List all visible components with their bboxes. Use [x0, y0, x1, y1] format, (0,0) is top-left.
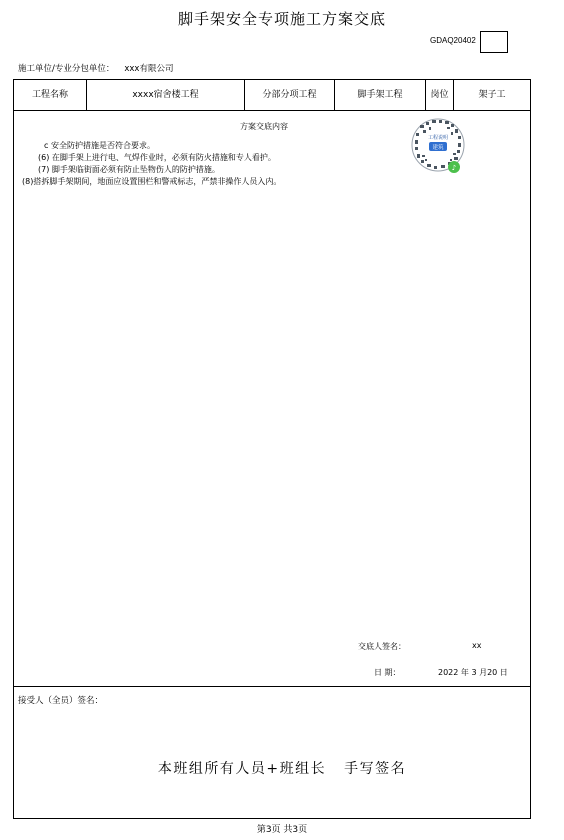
document-code: GDAQ20402	[430, 36, 476, 45]
project-label: 工程名称	[14, 80, 87, 110]
document-title: 脚手架安全专项施工方案交底	[177, 10, 386, 28]
unit-label: 施工单位/专业分包单位：	[18, 64, 115, 74]
handwritten-note-part2: 手写签名	[344, 761, 407, 777]
date-value: 2022 年 3 月20 日	[438, 668, 508, 677]
page-number: 第3页 共3页	[256, 825, 308, 835]
sub-project-label: 分部分项工程	[245, 80, 335, 110]
qr-top-text: 工程说明	[427, 135, 449, 141]
code-box	[480, 31, 508, 53]
content-line-3: (7) 脚手架临街面必须有防止坠物伤人的防护措施。	[38, 165, 220, 174]
disclosure-table	[13, 79, 531, 819]
date-label: 日 期：	[374, 668, 401, 677]
handwritten-note	[0, 758, 564, 778]
handwritten-note-part1: 本班组所有人员+班组长	[157, 761, 327, 777]
receiver-label: 接受人（全员）签名：	[18, 696, 104, 706]
qr-code-icon	[410, 115, 466, 181]
post-value: 架子工	[478, 90, 506, 100]
discloser-label: 交底人签名：	[358, 642, 406, 651]
content-title: 方案交底内容	[240, 122, 288, 131]
qr-mid-text: 建筑	[432, 145, 444, 151]
project-value: xxxx宿舍楼工程	[87, 80, 245, 110]
content-line-2: (6) 在脚手架上进行电、气焊作业时，必须有防火措施和专人看护。	[38, 153, 276, 162]
post-label: 岗位	[426, 80, 454, 110]
content-line-1: c 安全防护措施是否符合要求。	[44, 141, 155, 150]
unit-row	[18, 62, 173, 74]
qr-code-image	[410, 115, 466, 181]
discloser-value: xx	[472, 641, 482, 650]
unit-value: xxx有限公司	[124, 64, 174, 74]
sub-project-value: 脚手架工程	[335, 80, 426, 110]
svg-text:♪: ♪	[451, 164, 457, 172]
section-divider	[13, 686, 531, 687]
table-header-row	[13, 79, 531, 111]
content-line-4: (8)搭拆脚手架期间，地面应设置围栏和警戒标志，严禁非操作人员入内。	[22, 177, 282, 186]
